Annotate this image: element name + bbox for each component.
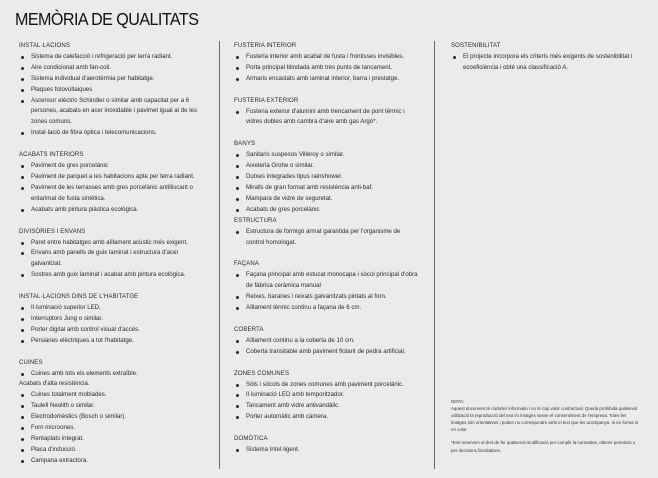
spec-item: Il·luminació superior LED. — [19, 303, 201, 314]
note-body: Aquest document té caràcter informatiu i no té cap valor contractual. Queda prohibida qualsevol utilització la reproducció del text i/o imatges sense el consentiment de l'empresa. Totes les imatges són orientatives i poden no correspondre amb el text que les acompanya, ni en forma ni en color. — [451, 406, 639, 433]
spec-item: Porter automàtic amb càmera. — [234, 412, 418, 423]
spec-item: Plaques fotovoltaiques — [19, 85, 201, 96]
spec-item: Porta principal blindada amb tres punts de tancament. — [234, 63, 418, 74]
spec-item: Cuines totalment moblades. — [19, 390, 201, 401]
section-heading: INSTAL·LACIONS — [19, 42, 71, 49]
spec-section — [234, 216, 418, 249]
spec-item: Armaris encastats amb laminat interior, barra i prestatge. — [234, 74, 418, 85]
section-heading: FUSTERIA EXTERIOR — [234, 96, 299, 104]
spec-section — [234, 259, 418, 314]
spec-item: Placa d'inducció. — [19, 445, 201, 456]
spec-item: Campana extractora. — [19, 456, 201, 467]
spec-section — [234, 96, 418, 129]
section-heading: COBERTA — [234, 325, 264, 333]
column-right — [451, 41, 641, 85]
spec-section — [234, 369, 418, 424]
spec-section — [19, 150, 201, 215]
spec-item: Cuines amb tots els elements extraïble. — [19, 369, 201, 380]
spec-section — [234, 325, 418, 358]
spec-section — [19, 358, 201, 467]
spec-item: Ascensor elèctric Schindler o similar amb capacitat per a 6 persones, acabats en acer inoxidable i pavimet igual al de les zones comuns. — [19, 96, 201, 129]
spec-item: Aire condicionat amb fan-coil. — [19, 63, 201, 74]
spec-item: Sòls i sòcols de zones comunes amb paviment porcelànic. — [234, 380, 418, 391]
spec-item: Miralls de gran format amb resistència anti-baf. — [234, 183, 418, 194]
spec-item: Sistema Intel·ligent. — [234, 445, 418, 456]
disclaimer-note — [451, 398, 641, 460]
spec-section — [19, 227, 201, 282]
column-left — [19, 41, 201, 478]
spec-item: Estructura de formigó armat garantida per l'organisme de control homologat. — [234, 227, 418, 249]
spec-item: Forn microones. — [19, 423, 201, 434]
spec-item: Paviment de les terrasses amb gres porcelànic antilliscant o entarimat de fusta sintètica. — [19, 183, 201, 205]
spec-item: Sistema de calefacció i refrigeració per terra radiant. — [19, 52, 201, 63]
spec-item: El projecte incorpora els criteris més exigents de sostenibilitat i ecoeficiència i obté una classificació A. — [451, 52, 641, 74]
column-divider — [219, 41, 220, 469]
spec-item: Aïllament continu a la coberta de 10 cm. — [234, 336, 418, 347]
spec-item: Electrodomèstics (Bosch o similar). — [19, 412, 201, 423]
spec-item: Paviment de gres porcelànic — [19, 161, 201, 172]
spec-item: Interruptors Jung o similar. — [19, 314, 201, 325]
section-heading: FAÇANA — [234, 260, 259, 268]
section-heading: BANYS — [234, 140, 256, 148]
spec-item: Tancament amb vidre antivandàlic. — [234, 401, 418, 412]
spec-item: Fusteria interior amb acabat de fusta i frontisses invisibles. — [234, 52, 418, 63]
spec-item: Aïllament tèrmic continu a façana de 6 cm. — [234, 303, 418, 314]
section-heading: DIVISÒRIES I ENVANS — [19, 227, 86, 235]
spec-item: Acabats de gres porcelànic — [234, 205, 418, 216]
spec-item: Coberta transitable amb paviment flotant de pedra artificial. — [234, 347, 418, 358]
spec-item: Paviment de parquet a les habitacions apte per terra radiant. — [19, 172, 201, 183]
spec-item: Sostres amb guix laminat i acabat amb pintura ecològica. — [19, 270, 201, 281]
spec-item: Rentaplats integrat. — [19, 434, 201, 445]
spec-item: Façana principal amb estucat monocapa i sòcol principal d'obra de fàbrica ceràmica manual — [234, 270, 418, 292]
column-divider — [434, 41, 435, 469]
spec-item: Dutxes integrades tipus rainshower. — [234, 172, 418, 183]
section-heading: FUSTERIA INTERIOR — [234, 42, 297, 49]
spec-item: Taulell Neolith o similar. — [19, 401, 201, 412]
spec-item: Fusteria exterior d'alumini amb trencament de pont tèrmic i vidres dobles amb cambra d'aire amb gas Argó*. — [234, 107, 418, 129]
note-footnote: *Ens reservem el dret de fer qualsevol modificació per complir la normativa, obtenir permisos o per decisions facultatives. — [451, 440, 636, 453]
page-title: MEMÒRIA DE QUALITATS — [15, 9, 199, 29]
section-heading: DOMÒTICA — [234, 435, 268, 443]
spec-item: Acabats amb pintura plàstica ecològica. — [19, 205, 201, 216]
spec-item: Il·luminació LED amb temporitzador. — [234, 390, 418, 401]
spec-item: Sanitaris suspesos Villeroy o similar. — [234, 150, 418, 161]
section-heading: ESTRUCTURA — [234, 216, 277, 224]
section-heading: ZONES COMUNES — [234, 369, 290, 377]
spec-section — [234, 41, 418, 85]
section-heading: SOSTENIBILITAT — [451, 42, 501, 49]
spec-section — [234, 434, 418, 456]
spec-section — [234, 139, 418, 215]
spec-section — [451, 41, 641, 74]
spec-item: Reixes, baranes i reixats galvanitzats pintats al forn. — [234, 292, 418, 303]
section-heading: ACABATS INTERIORS — [19, 151, 84, 159]
spec-section — [19, 41, 201, 139]
spec-item: Persianes elèctriques a tot l'habitatge. — [19, 336, 201, 347]
spec-item: Acabats d'alta resistència. — [19, 380, 90, 388]
spec-item: Sistema individual d'aerotèrmia per habitatge. — [19, 74, 201, 85]
spec-item: Envans amb panells de guix laminat i estructura d'acer galvanitzat. — [19, 248, 201, 270]
spec-section — [19, 292, 201, 347]
spec-item: Instal·lació de fibra òptica i telecomunicacions. — [19, 128, 201, 139]
spec-item: Mampara de vidre de seguretat. — [234, 194, 418, 205]
section-heading: CUINES — [19, 358, 43, 366]
note-title: NOTA: — [451, 399, 465, 404]
section-heading: INSTAL·LACIONS DINS DE L'HABITATGE — [19, 293, 139, 301]
spec-item: Paret entre habitatges amb aïllament acústic més exigent. — [19, 238, 201, 249]
spec-item: Aixeteria Grohe o similar. — [234, 161, 418, 172]
column-middle — [234, 41, 418, 467]
spec-item: Porter digital amb control visual d'accés. — [19, 325, 201, 336]
